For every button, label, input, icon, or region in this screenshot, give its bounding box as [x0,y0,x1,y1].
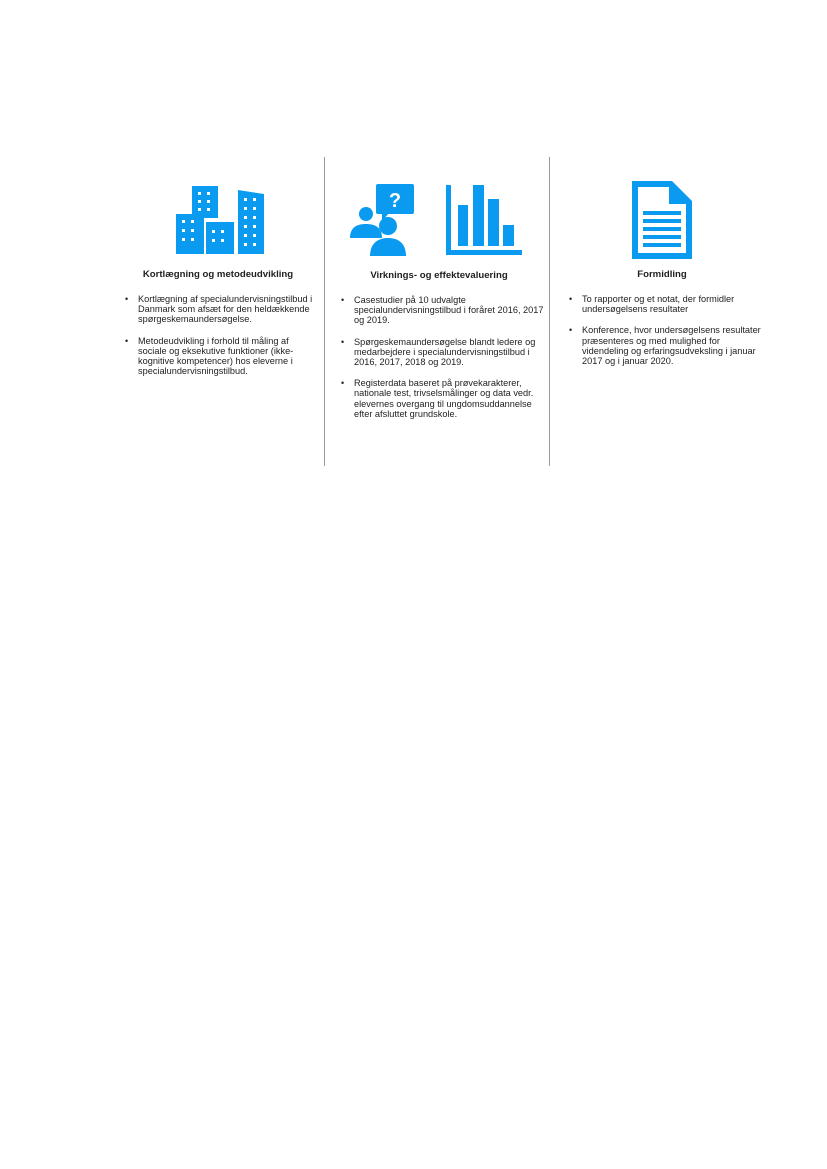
bullet-icon: • [569,325,573,336]
column-virkning [334,180,544,430]
list-item [334,337,544,368]
list-item [334,295,544,326]
bullet-text: Spørgeskemaundersøgelse blandt ledere og medarbejdere i specialundervisningstilbud i 2016, 2017, 2018 og 2019. [354,336,536,368]
bullet-icon: • [341,295,345,305]
bullet-text: Metodeudvikling i forhold til måling af sociale og eksekutive funktioner (ikke-kognitive kompetencer) hos eleverne i specialundervisningstilbud. [138,335,294,377]
bullet-list [118,294,318,376]
bullet-text: Konference, hvor undersøgelsens resultater præsenteres og med mulighed for videndeling og erfaringsudveksling i januar 2017 og i januar 2020. [582,325,761,367]
bullet-text: Registerdata baseret på prøvekarakterer, nationale test, trivselsmålinger og data vedr. elevernes overgang til ungdomsuddannelse efter afsluttet grundskole. [354,378,534,419]
bullet-icon: • [125,294,129,304]
icon-row [118,180,318,260]
list-item [562,325,762,366]
icon-row [562,180,762,260]
column-heading: Kortlægning og metodeudvikling [142,269,294,280]
svg-text:?: ? [388,190,402,212]
bullet-text: Kortlægning af specialundervisningstilbud i Danmark som afsæt for den heldækkende spørgeskemaundersøgelse. [138,294,313,325]
people-question-icon [350,184,416,258]
bullet-icon: • [341,336,345,347]
icon-row [334,180,544,260]
list-item [562,294,762,314]
document-icon [632,181,692,259]
bar-chart-icon [446,185,522,255]
column-kortlaegning [118,180,318,387]
bullet-text: Casestudier på 10 udvalgte specialundervisningstilbud i foråret 2016, 2017 og 2019. [354,295,544,326]
office-buildings-icon [174,186,266,254]
column-formidling [562,180,762,377]
column-heading: Virknings- og effektevaluering [370,270,508,281]
column-divider [324,157,325,466]
column-divider [549,157,550,466]
bullet-list [562,294,762,366]
bullet-text: To rapporter og et notat, der formidler undersøgelsens resultater [582,294,735,315]
bullet-list [334,295,544,419]
list-item [118,336,318,377]
bullet-icon: • [341,378,345,389]
list-item [118,294,318,325]
bullet-icon: • [569,294,573,304]
bullet-icon: • [125,335,129,346]
column-heading: Formidling [637,269,687,280]
list-item [334,378,544,419]
